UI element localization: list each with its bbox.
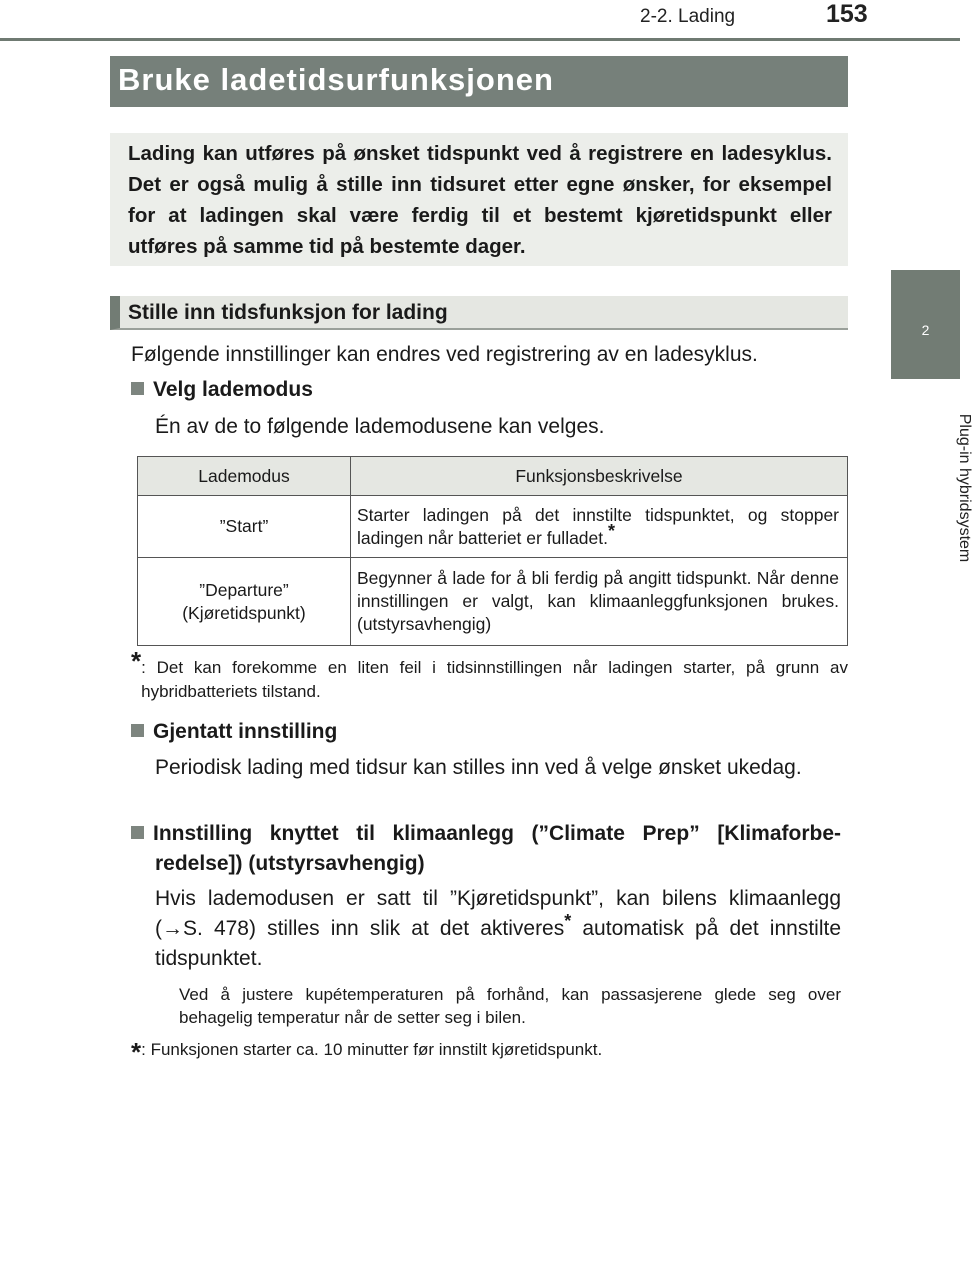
bullet-charge-mode — [131, 375, 313, 405]
bullet-repeat-setting — [131, 717, 337, 747]
table-footnote — [131, 646, 848, 704]
running-header-section: 2-2. Lading — [640, 6, 736, 27]
description-text: Starter ladingen på det innstilte tidspunktet, og stopper ladingen når batteriet er fulladet. — [357, 504, 839, 548]
table-header-mode: Lademodus — [138, 457, 351, 496]
climate-footnote — [131, 1037, 848, 1067]
climate-text-part: automatisk på det innstilte tidspunktet. — [155, 917, 841, 970]
table-row — [138, 496, 848, 558]
intro-box: Lading kan utføres på ønsket tidspunkt ved å registrere en ladesyklus. Det er også mulig å stille inn tidsuret etter egne ønsker, for eksempel for at ladingen skal være ferdig til et bestemt kjøretidspunkt eller utføres på samme tid på bestemte dager. — [110, 133, 848, 266]
chapter-label: Plug-in hybridsystem — [956, 413, 973, 563]
footnote-star: * — [608, 520, 616, 541]
climate-text-part: Hvis lademodusen er satt til ”Kjøretidspunkt”, kan bilens klimaanlegg ( — [155, 887, 841, 940]
footnote-star: * — [131, 646, 142, 676]
mode-line-2: (Kjøretidspunkt) — [182, 602, 306, 623]
bullet-heading: Gjentatt innstilling — [153, 720, 338, 743]
page-title: Bruke ladetidsurfunksjonen — [110, 56, 848, 107]
square-bullet-icon — [131, 724, 144, 737]
table-cell-mode — [138, 558, 351, 646]
lead-text: Følgende innstillinger kan endres ved registrering av en ladesyklus. — [131, 343, 758, 366]
table-row — [138, 558, 848, 646]
table-cell-mode: ”Start” — [138, 496, 351, 558]
charge-mode-text: Én av de to følgende lademodusene kan velges. — [155, 415, 605, 438]
chapter-number: 2 — [921, 322, 930, 338]
subsection-title: Stille inn tidsfunksjon for lading — [110, 296, 848, 330]
page-reference: S. 478) stilles inn slik at det aktiveres — [183, 917, 565, 940]
table-cell-description — [351, 496, 848, 558]
table-header-description: Funksjonsbeskrivelse — [351, 457, 848, 496]
climate-setting-text — [155, 884, 841, 974]
footnote-text: : Det kan forekomme en liten feil i tidsinnstillingen når ladingen starter, på grunn av hybridbatteriets tilstand. — [141, 658, 848, 701]
climate-note: Ved å justere kupétemperaturen på forhånd, kan passasjerene glede seg over behagelig temperatur når de setter seg i bilen. — [179, 985, 841, 1027]
arrow-right-icon: → — [162, 917, 183, 940]
table-cell-description: Begynner å lade for å bli ferdig på angitt tidspunkt. Når denne innstillingen er valgt, kan klimaanleggfunksjonen brukes. (utstyrsavhengig) — [351, 558, 848, 646]
header-divider — [0, 38, 960, 41]
footnote-star: * — [131, 1037, 142, 1067]
bullet-climate-setting — [131, 819, 841, 879]
bullet-heading: Innstilling knyttet til klimaanlegg (”Climate Prep” [Klimaforberedelse]) (utstyrsavhengig) — [153, 822, 841, 875]
charge-mode-table — [137, 456, 848, 646]
mode-line-1: ”Departure” — [199, 579, 289, 600]
square-bullet-icon — [131, 382, 144, 395]
table-header-row — [138, 457, 848, 496]
page-number: 153 — [826, 0, 868, 28]
bullet-heading: Velg lademodus — [153, 378, 313, 401]
footnote-text: : Funksjonen starter ca. 10 minutter før innstilt kjøretidspunkt. — [141, 1040, 603, 1059]
footnote-star: * — [564, 911, 572, 931]
square-bullet-icon — [131, 826, 144, 839]
repeat-setting-text: Periodisk lading med tidsur kan stilles inn ved å velge ønsket ukedag. — [155, 756, 802, 779]
